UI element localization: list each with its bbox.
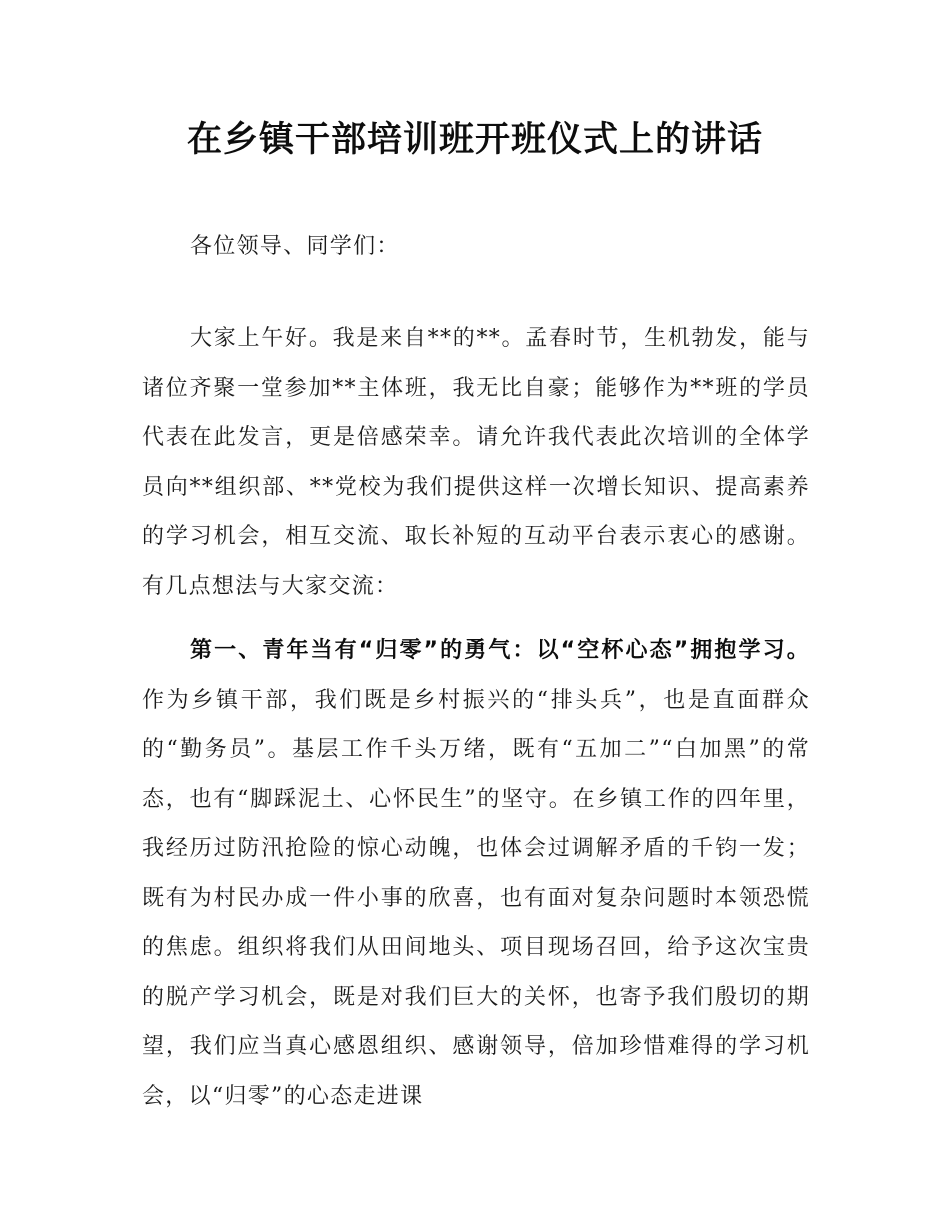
greeting-line: 各位领导、同学们：	[190, 234, 400, 259]
paragraph-opening: 大家上午好。我是来自**的**。孟春时节，生机勃发，能与诸位齐聚一堂参加**主体班，我无比自豪；能够作为**班的学员代表在此发言，更是倍感荣幸。请允许我代表此次培训的全体学员向**组织部、**党校为我们提供这样一次增长知识、提高素养的学习机会，相互交流、取长补短的互动平台表示衷心的感谢。有几点想法与大家交流：	[142, 326, 810, 599]
paragraph-point-one	[142, 626, 810, 1121]
point-one-heading: 第一、青年当有“归零”的勇气：以“空杯心态”拥抱学习。	[190, 638, 810, 663]
document-title: 在乡镇干部培训班开班仪式上的讲话	[186, 119, 763, 160]
point-one-body: 作为乡镇干部，我们既是乡村振兴的“排头兵”，也是直面群众的“勤务员”。基层工作千头万绪，既有“五加二”“白加黑”的常态，也有“脚踩泥土、心怀民生”的坚守。在乡镇工作的四年里，我经历过防汛抢险的惊心动魄，也体会过调解矛盾的千钧一发；既有为村民办成一件小事的欣喜，也有面对复杂问题时本领恐慌的焦虑。组织将我们从田间地头、项目现场召回，给予这次宝贵的脱产学习机会，既是对我们巨大的关怀，也寄予我们殷切的期望，我们应当真心感恩组织、感谢领导，倍加珍惜难得的学习机会，以“归零”的心态走进课	[142, 687, 810, 1109]
